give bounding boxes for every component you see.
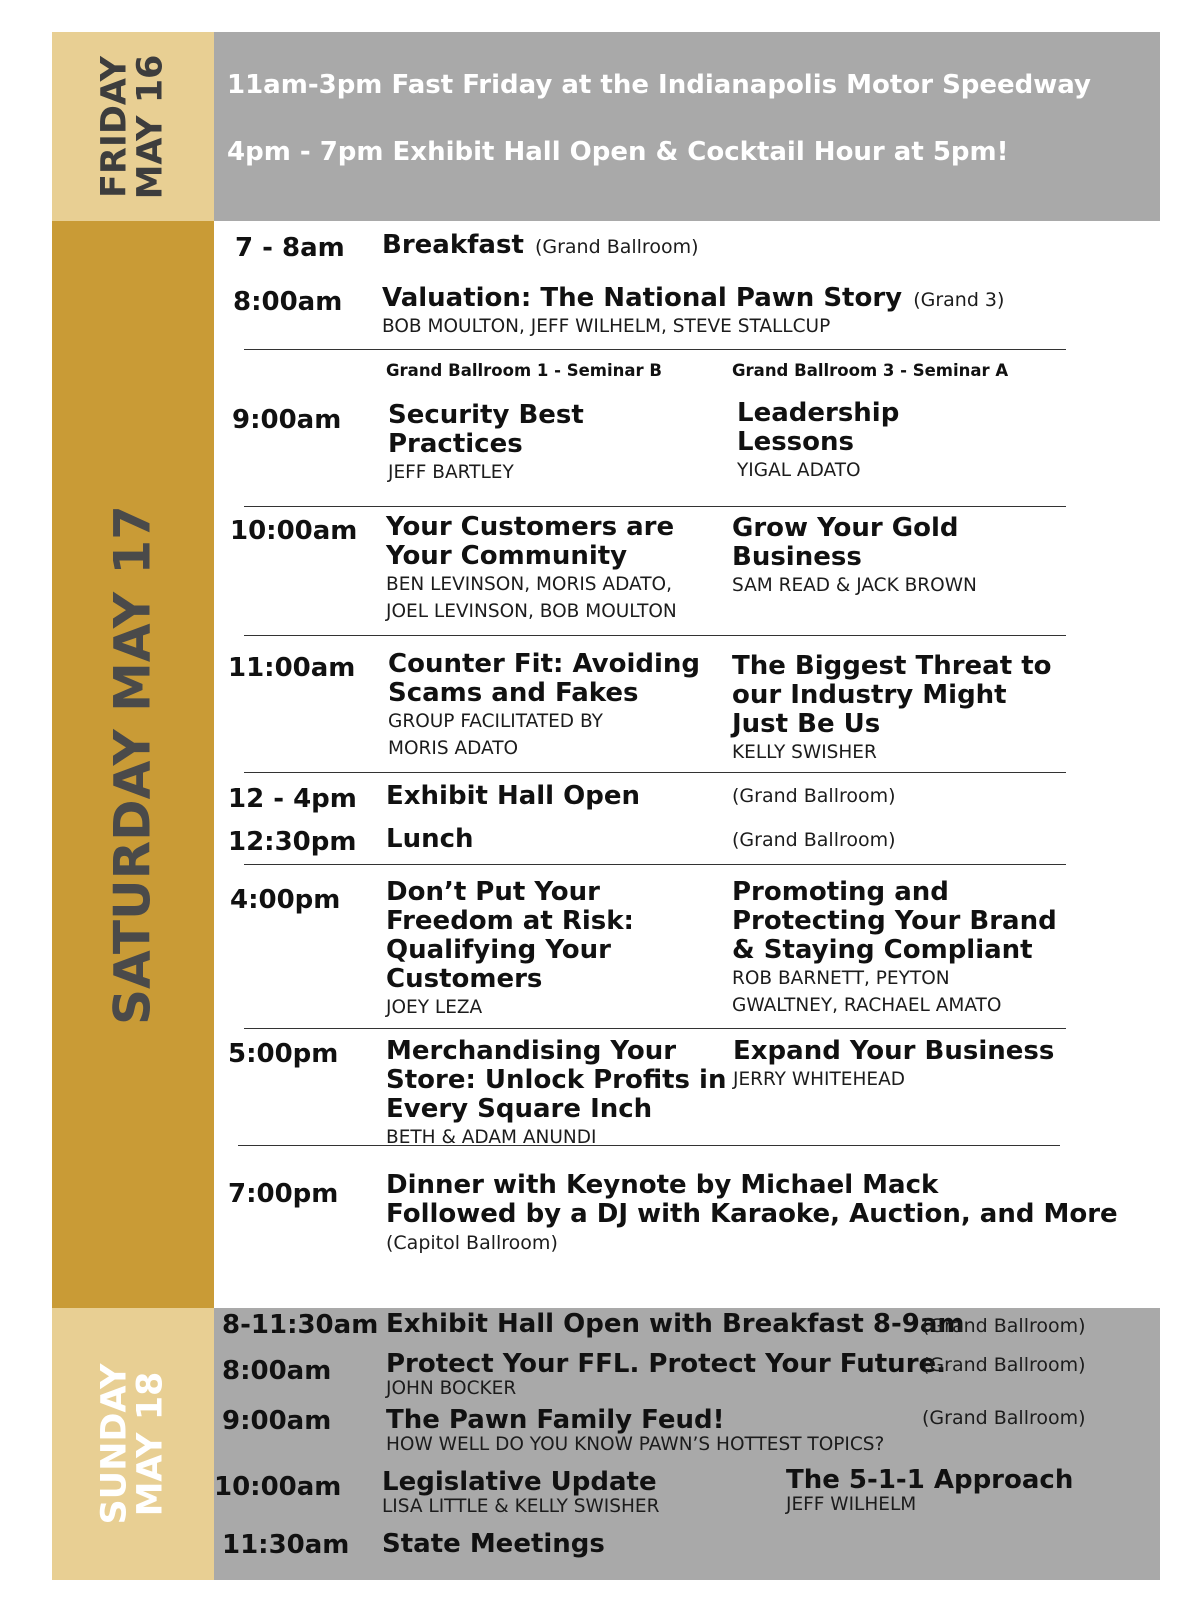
sunday-r4-time: 10:00am bbox=[214, 1472, 342, 1502]
session-speakers: BETH & ADAM ANUNDI bbox=[386, 1127, 597, 1148]
breakfast-location: (Grand Ballroom) bbox=[534, 236, 699, 258]
session-500-seminar-b bbox=[386, 1037, 726, 1151]
session-1000-seminar-b bbox=[386, 513, 677, 625]
dinner-time: 7:00pm bbox=[228, 1179, 339, 1209]
friday-side-bar bbox=[52, 32, 214, 221]
sunday-r1-time: 8-11:30am bbox=[222, 1310, 379, 1340]
sunday-r4-title: Legislative Update bbox=[382, 1467, 657, 1497]
session-speakers: JEFF BARTLEY bbox=[388, 462, 514, 483]
divider bbox=[244, 506, 1066, 507]
saturday-section bbox=[52, 221, 1160, 1308]
lunch-location: (Grand Ballroom) bbox=[732, 829, 896, 851]
session-speakers: MORIS ADATO bbox=[388, 738, 519, 759]
session-900-seminar-b bbox=[388, 401, 584, 486]
valuation-time: 8:00am bbox=[233, 287, 343, 317]
dinner-location: (Capitol Ballroom) bbox=[386, 1232, 558, 1254]
session-speakers: JERRY WHITEHEAD bbox=[733, 1069, 906, 1090]
sunday-r3-row bbox=[386, 1406, 884, 1455]
session-title: Security Best bbox=[388, 400, 584, 430]
session-title: Just Be Us bbox=[732, 709, 881, 739]
session-title: Practices bbox=[388, 429, 523, 459]
sunday-r2-speakers: JOHN BOCKER bbox=[386, 1378, 517, 1399]
friday-day-label: FRIDAY bbox=[94, 55, 135, 198]
session-400-seminar-b bbox=[386, 878, 634, 1021]
divider bbox=[244, 349, 1066, 350]
sunday-r4-row bbox=[382, 1468, 659, 1517]
sunday-r1-title: Exhibit Hall Open with Breakfast 8-9am bbox=[386, 1309, 965, 1339]
session-title: Don’t Put Your bbox=[386, 877, 600, 907]
divider bbox=[244, 772, 1066, 773]
divider bbox=[238, 1145, 1060, 1146]
session-title: Qualifying Your bbox=[386, 935, 611, 965]
sunday-r5-title: State Meetings bbox=[382, 1529, 605, 1559]
session-title: Leadership bbox=[737, 398, 900, 428]
session-title: Merchandising Your bbox=[386, 1036, 677, 1066]
session-title: Customers bbox=[386, 964, 543, 994]
breakfast-title: Breakfast bbox=[382, 230, 524, 260]
divider bbox=[244, 1028, 1066, 1029]
session-1100-time: 11:00am bbox=[228, 653, 356, 683]
sunday-r4-speakers-2: JEFF WILHELM bbox=[786, 1494, 917, 1515]
divider bbox=[244, 635, 1066, 636]
column-header-seminar-b: Grand Ballroom 1 - Seminar B bbox=[386, 361, 662, 380]
session-title: Counter Fit: Avoiding bbox=[388, 649, 701, 679]
dinner-title: Followed by a DJ with Karaoke, Auction, and More bbox=[386, 1199, 1118, 1229]
session-500-time: 5:00pm bbox=[228, 1039, 339, 1069]
session-500-seminar-a bbox=[733, 1037, 1054, 1093]
sunday-r4-title-2: The 5-1-1 Approach bbox=[786, 1465, 1074, 1495]
sunday-r3-speakers: HOW WELL DO YOU KNOW PAWN’S HOTTEST TOPICS? bbox=[386, 1434, 885, 1455]
sunday-r5-time: 11:30am bbox=[222, 1530, 350, 1560]
valuation-speakers: BOB MOULTON, JEFF WILHELM, STEVE STALLCUP bbox=[382, 316, 831, 337]
session-speakers: ROB BARNETT, PEYTON bbox=[732, 968, 950, 989]
column-header-seminar-a: Grand Ballroom 3 - Seminar A bbox=[732, 361, 1009, 380]
session-900-time: 9:00am bbox=[232, 405, 342, 435]
sunday-r3-time: 9:00am bbox=[222, 1406, 332, 1436]
session-title: Lessons bbox=[737, 427, 854, 457]
session-speakers: KELLY SWISHER bbox=[732, 742, 877, 763]
session-1000-time: 10:00am bbox=[230, 516, 358, 546]
session-1100-seminar-b bbox=[388, 650, 700, 762]
breakfast-row bbox=[382, 231, 699, 260]
sunday-r2-time: 8:00am bbox=[222, 1356, 332, 1386]
session-speakers: BEN LEVINSON, MORIS ADATO, bbox=[386, 574, 672, 595]
session-title: Expand Your Business bbox=[733, 1036, 1055, 1066]
session-speakers: GWALTNEY, RACHAEL AMATO bbox=[732, 995, 1002, 1016]
session-title: Protecting Your Brand bbox=[732, 906, 1057, 936]
session-speakers: GROUP FACILITATED BY bbox=[388, 711, 603, 732]
dinner-title: Dinner with Keynote by Michael Mack bbox=[386, 1170, 939, 1200]
dinner-row bbox=[386, 1171, 1118, 1254]
sunday-date-label: MAY 18 bbox=[130, 1371, 170, 1517]
sunday-r3-title: The Pawn Family Feud! bbox=[386, 1405, 725, 1435]
session-speakers: JOEL LEVINSON, BOB MOULTON bbox=[386, 601, 677, 622]
friday-event-line-2: 4pm - 7pm Exhibit Hall Open & Cocktail Hour at 5pm! bbox=[227, 137, 1009, 167]
session-title: Freedom at Risk: bbox=[386, 906, 634, 936]
sunday-r1-location: (Grand Ballroom) bbox=[922, 1315, 1086, 1337]
session-title: Every Square Inch bbox=[386, 1094, 653, 1124]
sunday-r3-location: (Grand Ballroom) bbox=[922, 1407, 1086, 1429]
session-title: Business bbox=[732, 542, 862, 572]
session-title: Your Customers are bbox=[386, 512, 675, 542]
lunch-time: 12:30pm bbox=[228, 827, 357, 857]
friday-side-label bbox=[94, 54, 170, 199]
session-400-seminar-a bbox=[732, 878, 1057, 1019]
session-title: our Industry Might bbox=[732, 680, 1007, 710]
valuation-row bbox=[382, 284, 1004, 340]
session-title: The Biggest Threat to bbox=[732, 651, 1052, 681]
saturday-side-bar bbox=[52, 221, 214, 1308]
session-speakers: JOEY LEZA bbox=[386, 997, 483, 1018]
exhibit-location: (Grand Ballroom) bbox=[732, 785, 896, 807]
lunch-title: Lunch bbox=[386, 824, 474, 854]
sunday-r2-location: (Grand Ballroom) bbox=[922, 1354, 1086, 1376]
friday-section bbox=[52, 32, 1160, 221]
sunday-side-bar bbox=[52, 1308, 214, 1580]
session-speakers: YIGAL ADATO bbox=[737, 460, 861, 481]
session-title: Grow Your Gold bbox=[732, 513, 959, 543]
session-900-seminar-a bbox=[737, 399, 899, 484]
sunday-section bbox=[52, 1308, 1160, 1580]
friday-date-label: MAY 16 bbox=[130, 54, 170, 199]
sunday-r4-second-session bbox=[786, 1466, 1073, 1515]
valuation-title: Valuation: The National Pawn Story bbox=[382, 283, 903, 313]
session-1100-seminar-a bbox=[732, 652, 1052, 766]
sunday-day-label: SUNDAY bbox=[94, 1363, 135, 1525]
saturday-side-label: SATURDAY MAY 17 bbox=[103, 504, 162, 1025]
session-title: Promoting and bbox=[732, 877, 949, 907]
session-title: Your Community bbox=[386, 541, 628, 571]
session-title: Scams and Fakes bbox=[388, 678, 639, 708]
breakfast-time: 7 - 8am bbox=[235, 233, 345, 263]
divider bbox=[244, 864, 1066, 865]
valuation-location: (Grand 3) bbox=[913, 289, 1005, 311]
sunday-side-label bbox=[94, 1363, 170, 1525]
session-speakers: SAM READ & JACK BROWN bbox=[732, 575, 977, 596]
exhibit-time: 12 - 4pm bbox=[228, 784, 357, 814]
session-400-time: 4:00pm bbox=[230, 885, 341, 915]
exhibit-title: Exhibit Hall Open bbox=[386, 781, 640, 811]
session-title: & Staying Compliant bbox=[732, 935, 1033, 965]
sunday-r2-title: Protect Your FFL. Protect Your Future. bbox=[386, 1349, 947, 1379]
session-1000-seminar-a bbox=[732, 514, 977, 599]
sunday-r4-speakers: LISA LITTLE & KELLY SWISHER bbox=[382, 1496, 660, 1517]
friday-event-line-1: 11am-3pm Fast Friday at the Indianapolis Motor Speedway bbox=[227, 70, 1091, 100]
session-title: Store: Unlock Profits in bbox=[386, 1065, 727, 1095]
sunday-r2-row bbox=[386, 1350, 946, 1399]
